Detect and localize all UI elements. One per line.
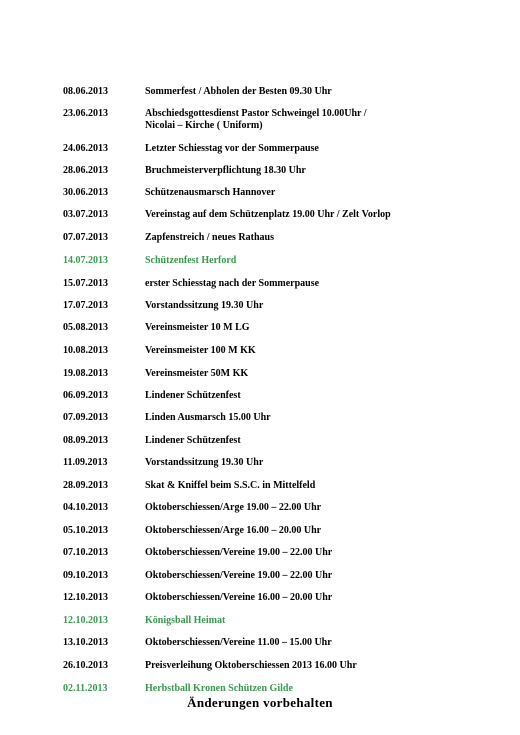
event-date: 07.07.2013 — [63, 232, 108, 243]
event-description — [145, 547, 503, 559]
event-description-line: Skat & Kniffel beim S.S.C. in Mittelfeld — [145, 480, 316, 491]
event-description-line: Linden Ausmarsch 15.00 Uhr — [145, 412, 271, 423]
event-description-line: Oktoberschiessen/Arge 19.00 – 22.00 Uhr — [145, 502, 322, 513]
event-description-line: Preisverleihung Oktoberschiessen 2013 16.00 Uhr — [145, 660, 357, 671]
event-description — [145, 435, 503, 447]
event-description-line: Oktoberschiessen/Vereine 11.00 – 15.00 Uhr — [145, 637, 332, 648]
event-date: 09.10.2013 — [63, 570, 108, 581]
event-date: 07.10.2013 — [63, 547, 108, 558]
event-date: 06.09.2013 — [63, 390, 108, 401]
event-date: 04.10.2013 — [63, 502, 108, 513]
event-description — [145, 390, 503, 402]
event-date: 03.07.2013 — [63, 209, 108, 220]
event-description — [145, 187, 503, 199]
event-description-line: Abschiedsgottesdienst Pastor Schweingel 10.00Uhr / — [145, 108, 367, 119]
event-description-line: Letzter Schiesstag vor der Sommerpause — [145, 143, 319, 154]
event-description-line: Schützenausmarsch Hannover — [145, 187, 276, 198]
event-date: 07.09.2013 — [63, 412, 108, 423]
event-description — [145, 345, 503, 357]
event-description — [145, 457, 503, 469]
event-description-line: Lindener Schützenfest — [145, 390, 241, 401]
event-description-line: Vereinstag auf dem Schützenplatz 19.00 Uhr / Zelt Vorlop — [145, 209, 391, 220]
event-description — [145, 480, 503, 492]
event-date: 24.06.2013 — [63, 143, 108, 154]
event-description — [145, 683, 503, 695]
event-date: 15.07.2013 — [63, 278, 108, 289]
event-description-line: Oktoberschiessen/Arge 16.00 – 20.00 Uhr — [145, 525, 322, 536]
event-description — [145, 209, 503, 221]
event-description-line: Nicolai – Kirche ( Uniform) — [145, 120, 263, 131]
event-date: 28.09.2013 — [63, 480, 108, 491]
event-description — [145, 615, 503, 627]
event-date: 08.06.2013 — [63, 86, 108, 97]
event-date: 30.06.2013 — [63, 187, 108, 198]
event-date: 17.07.2013 — [63, 300, 108, 311]
event-description-line: Oktoberschiessen/Vereine 19.00 – 22.00 Uhr — [145, 547, 333, 558]
event-date: 10.08.2013 — [63, 345, 108, 356]
event-description — [145, 660, 503, 672]
event-description-line: Bruchmeisterverpflichtung 18.30 Uhr — [145, 165, 306, 176]
event-description-line: Vereinsmeister 10 M LG — [145, 322, 250, 333]
event-date: 28.06.2013 — [63, 165, 108, 176]
event-description — [145, 255, 503, 267]
event-date: 12.10.2013 — [63, 615, 108, 626]
event-description-line: Lindener Schützenfest — [145, 435, 241, 446]
event-date: 14.07.2013 — [63, 255, 108, 266]
event-description — [145, 412, 503, 424]
event-date: 05.08.2013 — [63, 322, 108, 333]
event-description — [145, 278, 503, 290]
event-date: 05.10.2013 — [63, 525, 108, 536]
event-description-line: Sommerfest / Abholen der Besten 09.30 Uhr — [145, 86, 332, 97]
event-description — [145, 570, 503, 582]
event-description — [145, 86, 503, 98]
event-date: 02.11.2013 — [63, 683, 108, 694]
event-description — [145, 165, 503, 177]
event-date: 19.08.2013 — [63, 368, 108, 379]
event-description-line: Vereinsmeister 50M KK — [145, 368, 249, 379]
event-description — [145, 525, 503, 537]
event-description-line: Zapfenstreich / neues Rathaus — [145, 232, 274, 243]
event-description-line: Vereinsmeister 100 M KK — [145, 345, 256, 356]
event-date: 26.10.2013 — [63, 660, 108, 671]
event-description — [145, 592, 503, 604]
event-description-line: Oktoberschiessen/Vereine 19.00 – 22.00 Uhr — [145, 570, 333, 581]
event-description — [145, 300, 503, 312]
event-description-line: Vorstandssitzung 19.30 Uhr — [145, 457, 264, 468]
event-date: 23.06.2013 — [63, 108, 108, 119]
event-description — [145, 108, 503, 132]
event-description — [145, 368, 503, 380]
event-description-line: Schützenfest Herford — [145, 255, 237, 266]
event-date: 12.10.2013 — [63, 592, 108, 603]
event-date: 08.09.2013 — [63, 435, 108, 446]
event-description-line: erster Schiesstag nach der Sommerpause — [145, 278, 320, 289]
event-description — [145, 232, 503, 244]
event-date: 11.09.2013 — [63, 457, 108, 468]
event-description — [145, 637, 503, 649]
footer-note: Änderungen vorbehalten — [187, 695, 333, 710]
event-description — [145, 322, 503, 334]
event-description — [145, 502, 503, 514]
event-description-line: Vorstandssitzung 19.30 Uhr — [145, 300, 264, 311]
event-description — [145, 143, 503, 155]
event-description-line: Herbstball Kronen Schützen Gilde — [145, 683, 293, 694]
event-description-line: Königsball Heimat — [145, 615, 226, 626]
event-date: 13.10.2013 — [63, 637, 108, 648]
event-description-line: Oktoberschiessen/Vereine 16.00 – 20.00 Uhr — [145, 592, 333, 603]
